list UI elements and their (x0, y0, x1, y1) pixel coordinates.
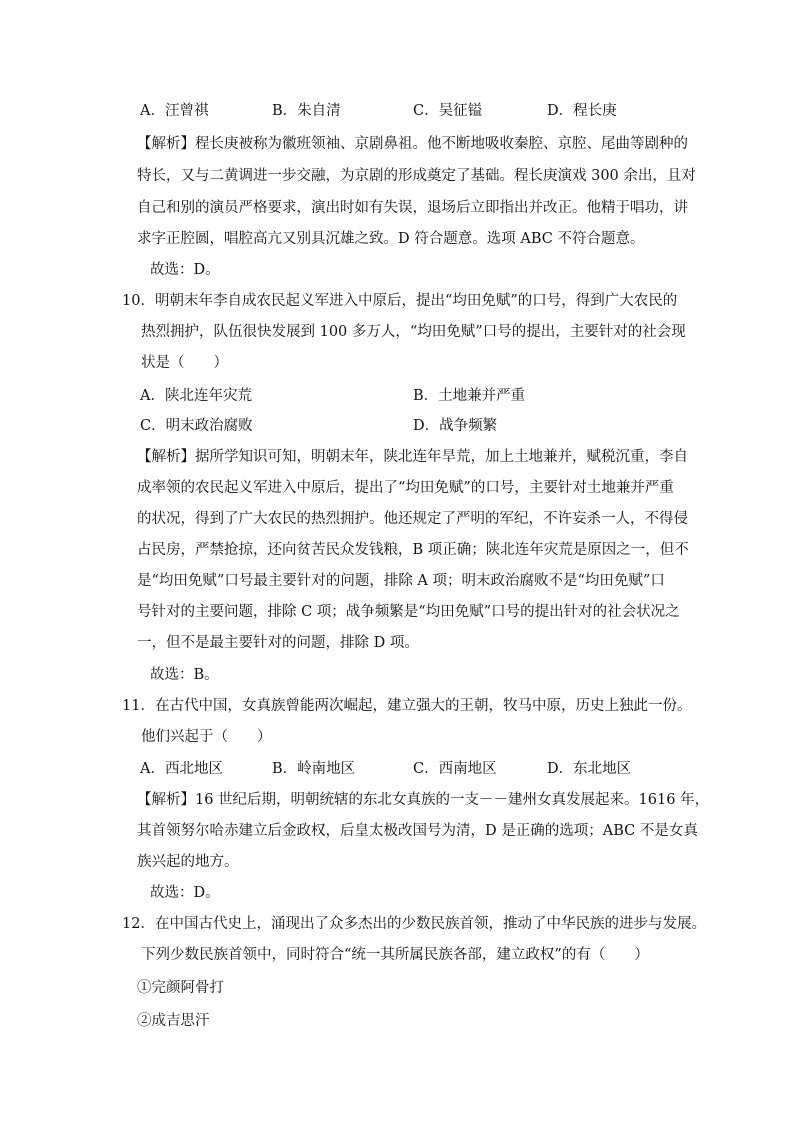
q12-item: ②成吉思汗 (137, 1013, 210, 1029)
q10-analysis-line: 号针对的主要问题，排除 C 项；战争频繁是“均田免赋”口号的提出针对的社会状况之 (137, 604, 680, 620)
q10-analysis-line: 【解析】据所学知识可知，明朝末年，陕北连年旱荒，加上土地兼并，赋税沉重，李自 (137, 449, 688, 465)
q11-analysis-line: 【解析】16 世纪后期，明朝统辖的东北女真族的一支－－建州女真发展起来。1616 年， (137, 792, 710, 808)
q11-option-a: A．西北地区 (140, 761, 223, 777)
q9-option-d: D．程长庚 (547, 103, 617, 119)
q10-analysis-line: 占民房，严禁抢掠，还向贫苦民众发钱粮，B 项正确；陕北连年灾荒是原因之一，但不 (137, 542, 689, 558)
q10-stem-line: 状是（ ） (141, 355, 228, 371)
q10-option-b: B．土地兼并严重 (413, 388, 526, 404)
q10-option-c: C．明末政治腐败 (140, 418, 253, 434)
q12-stem-line: 下列少数民族首领中，同时符合“统一其所属民族各部，建立政权”的有（ ） (141, 947, 649, 963)
q10-analysis-line: 的状况，得到了广大农民的热烈拥护。他还规定了严明的军纪，不许妄杀一人，不得侵 (137, 511, 688, 527)
q9-option-a: A．汪曾祺 (140, 103, 209, 119)
q11-analysis-line: 族兴起的地方。 (137, 854, 239, 870)
q10-analysis-line: 是“均田免赋”口号最主要针对的问题，排除 A 项；明末政治腐败不是“均田免赋”口 (137, 573, 665, 589)
q10-stem-line: 10．明朝末年李自成农民起义军进入中原后，提出“均田免赋”的口号，得到广大农民的 (122, 293, 678, 309)
q11-option-b: B．岭南地区 (272, 761, 356, 777)
q11-answer: 故选：D。 (150, 885, 220, 901)
q12-stem-line: 12．在中国古代史上，涌现出了众多杰出的少数民族首领，推动了中华民族的进步与发展。 (122, 916, 706, 932)
q10-option-d: D．战争频繁 (413, 418, 498, 434)
q10-answer: 故选：B。 (150, 667, 219, 683)
q9-analysis-line: 求字正腔圆，唱腔高亢又别具沉雄之致。D 符合题意。选项 ABC 不符合题意。 (137, 231, 645, 247)
q10-analysis-line: 成率领的农民起义军进入中原后，提出了“均田免赋”的口号，主要针对土地兼并严重 (137, 480, 674, 496)
q10-option-a: A．陕北连年灾荒 (140, 388, 252, 404)
q11-analysis-line: 其首领努尔哈赤建立后金政权，后皇太极改国号为清，D 是正确的选项；ABC 不是女真 (137, 823, 698, 839)
q9-answer: 故选：D。 (150, 262, 220, 278)
q10-stem-line: 热烈拥护，队伍很快发展到 100 多万人，“均田免赋”口号的提出，主要针对的社会现 (141, 324, 686, 340)
q11-option-c: C．西南地区 (413, 761, 497, 777)
q11-stem-line: 11．在古代中国，女真族曾能两次崛起，建立强大的王朝，牧马中原，历史上独此一份。 (122, 698, 692, 714)
q10-analysis-line: 一，但不是最主要针对的问题，排除 D 项。 (137, 635, 419, 651)
q9-analysis-line: 特长，又与二黄调进一步交融，为京剧的形成奠定了基础。程长庚演戏 300 余出，且对 (137, 168, 696, 184)
q12-item: ①完颜阿骨打 (137, 980, 224, 996)
q11-stem-line: 他们兴起于（ ） (141, 729, 272, 745)
q9-option-b: B．朱自清 (272, 103, 341, 119)
q9-analysis-line: 【解析】程长庚被称为徽班领袖、京剧鼻祖。他不断地吸收秦腔、京腔、尾曲等剧种的 (137, 136, 688, 152)
q11-option-d: D．东北地区 (547, 761, 632, 777)
q9-option-c: C．吴征镒 (413, 103, 483, 119)
q9-analysis-line: 自己和别的演员严格要求，演出时如有失误，退场后立即指出并改正。他精于唱功，讲 (137, 200, 688, 216)
